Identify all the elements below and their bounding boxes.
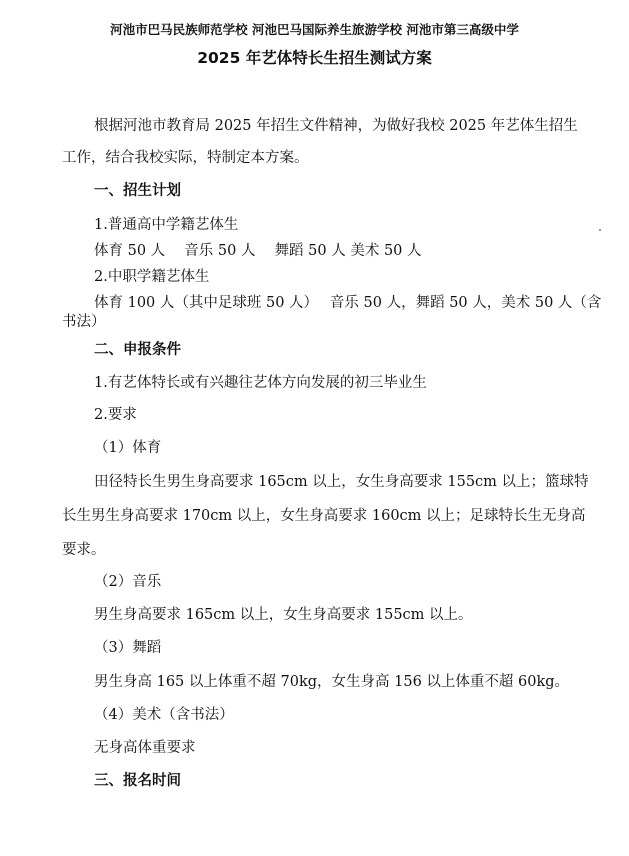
scan-speck — [599, 229, 601, 231]
dance-label: （3）舞蹈 — [94, 640, 162, 656]
music-requirement: 男生身高要求 165cm 以上，女生身高要求 155cm 以上。 — [94, 607, 473, 623]
plan-item-1: 1.普通高中学籍艺体生 — [94, 217, 239, 233]
art-label: （4）美术（含书法） — [94, 707, 234, 723]
school-names: 河池市巴马民族师范学校 河池巴马国际养生旅游学校 河池市第三高级中学 — [110, 22, 519, 37]
music-label: （2）音乐 — [94, 574, 162, 590]
plan-item-2-detail-line-1: 体育 100 人（其中足球班 50 人） 音乐 50 人，舞蹈 50 人，美术 50 人（含 — [94, 295, 602, 311]
condition-2: 2.要求 — [94, 407, 137, 423]
intro-paragraph-line-2: 工作，结合我校实际，特制定本方案。 — [62, 150, 309, 166]
plan-item-2-detail-line-2: 书法） — [62, 314, 106, 330]
dance-requirement: 男生身高 165 以上体重不超 70kg，女生身高 156 以上体重不超 60kg。 — [94, 674, 570, 690]
plan-item-1-detail: 体育 50 人 音乐 50 人 舞蹈 50 人 美术 50 人 — [94, 243, 422, 259]
document-title: 2025 年艺体特长生招生测试方案 — [197, 49, 432, 67]
pe-requirement-line-3: 要求。 — [62, 542, 106, 558]
pe-requirement-line-2: 长生男生身高要求 170cm 以上，女生身高要求 160cm 以上；足球特长生无身高 — [62, 508, 586, 524]
pe-requirement-line-1: 田径特长生男生身高要求 165cm 以上，女生身高要求 155cm 以上；篮球特 — [94, 474, 589, 490]
intro-paragraph-line-1: 根据河池市教育局 2025 年招生文件精神，为做好我校 2025 年艺体生招生 — [94, 118, 578, 134]
plan-item-2: 2.中职学籍艺体生 — [94, 269, 210, 285]
section-heading-conditions: 二、申报条件 — [94, 342, 181, 358]
art-requirement: 无身高体重要求 — [94, 740, 196, 756]
section-heading-plan: 一、招生计划 — [94, 183, 181, 199]
section-heading-registration-time: 三、报名时间 — [94, 773, 181, 789]
pe-label: （1）体育 — [94, 440, 162, 456]
condition-1: 1.有艺体特长或有兴趣往艺体方向发展的初三毕业生 — [94, 375, 427, 391]
